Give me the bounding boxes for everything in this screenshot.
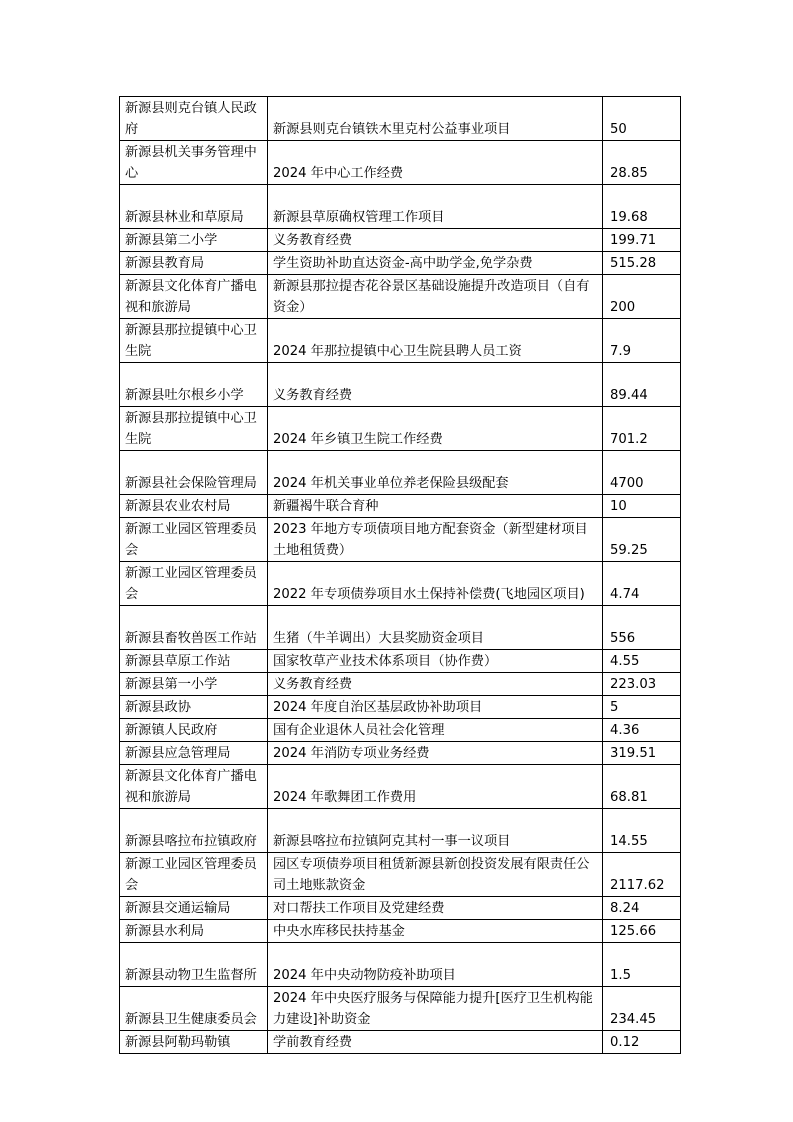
unit-cell: 新源县应急管理局: [120, 742, 268, 765]
amount-cell: 50: [603, 97, 681, 141]
amount-cell: 515.28: [603, 252, 681, 275]
table-row: [120, 742, 681, 765]
amount-cell: 1.5: [603, 943, 681, 987]
table-row: [120, 451, 681, 495]
table-row: [120, 229, 681, 252]
amount-cell: 234.45: [603, 987, 681, 1031]
amount-cell: 5: [603, 696, 681, 719]
amount-cell: 19.68: [603, 185, 681, 229]
project-cell: 对口帮扶工作项目及党建经费: [268, 897, 603, 920]
table-row: [120, 987, 681, 1031]
amount-cell: 200: [603, 275, 681, 319]
table-row: [120, 562, 681, 606]
project-cell: 学生资助补助直达资金-高中助学金,免学杂费: [268, 252, 603, 275]
amount-cell: 0.12: [603, 1031, 681, 1054]
project-cell: 2023 年地方专项债项目地方配套资金（新型建材项目土地租赁费）: [268, 518, 603, 562]
unit-cell: 新源县交通运输局: [120, 897, 268, 920]
amount-cell: 4.74: [603, 562, 681, 606]
unit-cell: 新源县文化体育广播电视和旅游局: [120, 275, 268, 319]
table-row: [120, 853, 681, 897]
table-row: [120, 407, 681, 451]
table-row: [120, 185, 681, 229]
amount-cell: 319.51: [603, 742, 681, 765]
project-cell: 义务教育经费: [268, 363, 603, 407]
unit-cell: 新源工业园区管理委员会: [120, 518, 268, 562]
project-cell: 园区专项债券项目租赁新源县新创投资发展有限责任公司土地账款资金: [268, 853, 603, 897]
project-cell: 2024 年乡镇卫生院工作经费: [268, 407, 603, 451]
unit-cell: 新源县那拉提镇中心卫生院: [120, 319, 268, 363]
table-row: [120, 363, 681, 407]
unit-cell: 新源县卫生健康委员会: [120, 987, 268, 1031]
unit-cell: 新源县社会保险管理局: [120, 451, 268, 495]
table-row: [120, 275, 681, 319]
amount-cell: 4700: [603, 451, 681, 495]
unit-cell: 新源县吐尔根乡小学: [120, 363, 268, 407]
amount-cell: 10: [603, 495, 681, 518]
project-cell: 国家牧草产业技术体系项目（协作费）: [268, 650, 603, 673]
amount-cell: 4.55: [603, 650, 681, 673]
table-row: [120, 719, 681, 742]
project-cell: 学前教育经费: [268, 1031, 603, 1054]
unit-cell: 新源县机关事务管理中心: [120, 141, 268, 185]
funding-table-body: [120, 97, 681, 1054]
unit-cell: 新源县则克台镇人民政府: [120, 97, 268, 141]
amount-cell: 701.2: [603, 407, 681, 451]
unit-cell: 新源县林业和草原局: [120, 185, 268, 229]
amount-cell: 68.81: [603, 765, 681, 809]
unit-cell: 新源县第二小学: [120, 229, 268, 252]
amount-cell: 4.36: [603, 719, 681, 742]
project-cell: 2024 年歌舞团工作费用: [268, 765, 603, 809]
amount-cell: 89.44: [603, 363, 681, 407]
table-row: [120, 319, 681, 363]
project-cell: 义务教育经费: [268, 673, 603, 696]
unit-cell: 新源县水利局: [120, 920, 268, 943]
amount-cell: 8.24: [603, 897, 681, 920]
amount-cell: 2117.62: [603, 853, 681, 897]
unit-cell: 新源县阿勒玛勒镇: [120, 1031, 268, 1054]
project-cell: 新源县那拉提杏花谷景区基础设施提升改造项目（自有资金）: [268, 275, 603, 319]
table-row: [120, 518, 681, 562]
amount-cell: 28.85: [603, 141, 681, 185]
funding-table: [119, 96, 681, 1054]
project-cell: 中央水库移民扶持基金: [268, 920, 603, 943]
project-cell: 2024 年那拉提镇中心卫生院县聘人员工资: [268, 319, 603, 363]
table-row: [120, 673, 681, 696]
table-row: [120, 809, 681, 853]
unit-cell: 新源工业园区管理委员会: [120, 562, 268, 606]
unit-cell: 新源县文化体育广播电视和旅游局: [120, 765, 268, 809]
project-cell: 义务教育经费: [268, 229, 603, 252]
project-cell: 国有企业退休人员社会化管理: [268, 719, 603, 742]
unit-cell: 新源县喀拉布拉镇政府: [120, 809, 268, 853]
table-row: [120, 920, 681, 943]
project-cell: 2022 年专项债券项目水土保持补偿费(飞地园区项目): [268, 562, 603, 606]
table-row: [120, 606, 681, 650]
project-cell: 2024 年中央医疗服务与保障能力提升[医疗卫生机构能力建设]补助资金: [268, 987, 603, 1031]
table-row: [120, 943, 681, 987]
project-cell: 2024 年机关事业单位养老保险县级配套: [268, 451, 603, 495]
project-cell: 新源县草原确权管理工作项目: [268, 185, 603, 229]
unit-cell: 新源县动物卫生监督所: [120, 943, 268, 987]
unit-cell: 新源县草原工作站: [120, 650, 268, 673]
project-cell: 新源县则克台镇铁木里克村公益事业项目: [268, 97, 603, 141]
table-row: [120, 696, 681, 719]
amount-cell: 125.66: [603, 920, 681, 943]
unit-cell: 新源县农业农村局: [120, 495, 268, 518]
project-cell: 2024 年中央动物防疫补助项目: [268, 943, 603, 987]
amount-cell: 7.9: [603, 319, 681, 363]
amount-cell: 199.71: [603, 229, 681, 252]
unit-cell: 新源县畜牧兽医工作站: [120, 606, 268, 650]
unit-cell: 新源县政协: [120, 696, 268, 719]
unit-cell: 新源县那拉提镇中心卫生院: [120, 407, 268, 451]
project-cell: 新源县喀拉布拉镇阿克其村一事一议项目: [268, 809, 603, 853]
unit-cell: 新源县教育局: [120, 252, 268, 275]
table-row: [120, 252, 681, 275]
unit-cell: 新源镇人民政府: [120, 719, 268, 742]
project-cell: 生猪（牛羊调出）大县奖励资金项目: [268, 606, 603, 650]
unit-cell: 新源县第一小学: [120, 673, 268, 696]
table-row: [120, 650, 681, 673]
project-cell: 新疆褐牛联合育种: [268, 495, 603, 518]
amount-cell: 223.03: [603, 673, 681, 696]
amount-cell: 14.55: [603, 809, 681, 853]
project-cell: 2024 年中心工作经费: [268, 141, 603, 185]
project-cell: 2024 年度自治区基层政协补助项目: [268, 696, 603, 719]
table-row: [120, 495, 681, 518]
table-row: [120, 897, 681, 920]
unit-cell: 新源工业园区管理委员会: [120, 853, 268, 897]
table-row: [120, 141, 681, 185]
table-row: [120, 765, 681, 809]
amount-cell: 556: [603, 606, 681, 650]
table-row: [120, 1031, 681, 1054]
project-cell: 2024 年消防专项业务经费: [268, 742, 603, 765]
amount-cell: 59.25: [603, 518, 681, 562]
table-row: [120, 97, 681, 141]
